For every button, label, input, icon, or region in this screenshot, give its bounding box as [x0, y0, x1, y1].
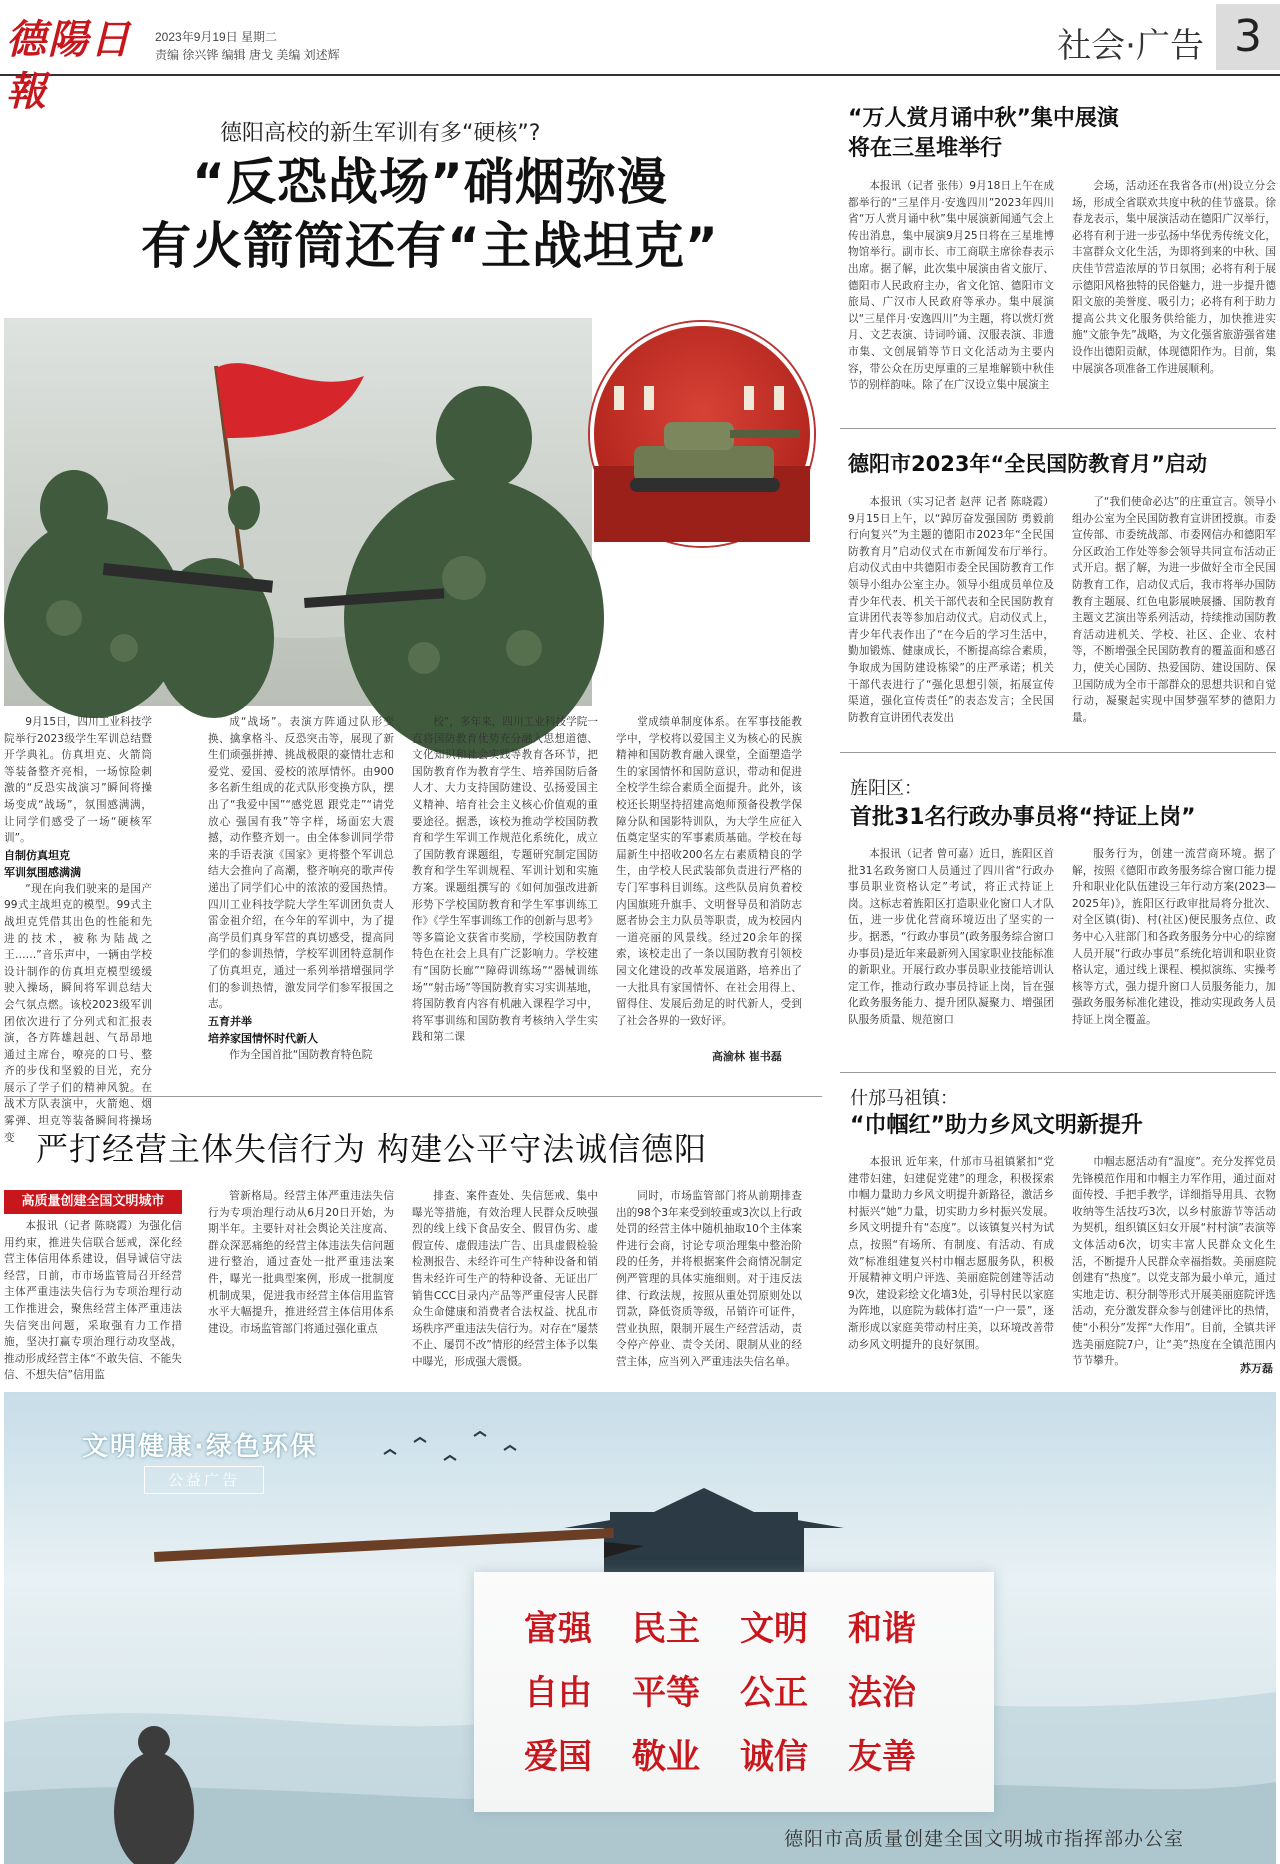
masthead: [0, 0, 1280, 115]
jingyang-column-2: [1072, 846, 1276, 1060]
lead-paragraph-4: 作为全国首批“国防教育特色院: [229, 1048, 373, 1061]
lead-subhead-1b: 军训氛围感满满: [4, 865, 81, 879]
core-value: 和谐: [848, 1609, 916, 1649]
lead-column-1: [4, 714, 152, 1144]
ad-subheading: 公益广告: [144, 1466, 264, 1494]
defense-column-1: [848, 494, 1054, 726]
mid-autumn-headline: [848, 104, 1119, 164]
issue-meta: [155, 28, 340, 64]
women-column-2: [1072, 1154, 1276, 1368]
women-kicker: 什邡马祖镇：: [850, 1088, 958, 1109]
credit-column-2: [208, 1188, 394, 1376]
lead-column-2: [208, 714, 394, 1064]
lead-column-3: [412, 714, 598, 1064]
core-value: 友善: [848, 1737, 916, 1777]
lead-paragraph-6: 堂成绩单制度体系。在军事技能教学中，学校将以爱国主义为核心的民族精神和国防教育融入课堂，全面塑造学生的家国情怀和国防意识，带动和促进全校学生综合素质全面提升。此外，该校还长期坚持招建高炮师预备役教学保障分队和国影特训队，为大学生应征入伍奠定坚实的军事素质基础。学校在每届新生中招收200名左右素质精良的学生，由学校人民武装部负责进行严格的专门军事科目训练。这些队员肩负着校内国旗班升旗手、文明督导员和消防志愿者协会主力队员等职责，成为校园内一道亮丽的风景线。经过20余年的探索，该校走出了一条以国防教育引领校园文化建设的改革发展道路，培养出了一大批具有家国情怀、在社会用得上、留得住、发展后劲足的时代新人，受到了社会各界的一致好评。: [616, 716, 802, 1027]
page-number: 3: [1216, 4, 1280, 70]
divider-2: [840, 752, 1276, 753]
mid-autumn-headline-line2: 将在三星堆举行: [848, 136, 1003, 161]
lead-headline-line1: “反恐战场”硝烟弥漫: [192, 153, 668, 211]
lead-kicker: 德阳高校的新生军训有多“硬核”?: [220, 121, 541, 146]
lead-headline-line2: 有火箭筒还有“主战坦克”: [141, 217, 719, 275]
lead-paragraph-3: 成“战场”。表演方阵通过队形变换、擒拿格斗、反恐突击等，展现了新生们顽强拼搏、挑战极限的豪情壮志和爱党、爱国、爱校的浓厚情怀。由900多名新生组成的花式队形变换方队，摆出了“我爱中国”“感党恩 跟党走”“请党放心 强国有我”等字样，场面宏大震撼，动作整齐划一。由全体参训同学带来的手语表演《国家》更将整个军训总结大会推向了高潮，整齐响亮的歌声传递出了同学们心中的浓浓的爱国热情。四川工业科技学院大学生军训团负责人雷金祖介绍，在今年的军训中，为了提高学员们真身军营的真切感受，提高同学们的参训热情，学校军训团特意制作了仿真坦克，通过一系列举措增强同学们的参训热情，激发同学们参军报国之志。: [208, 716, 394, 1011]
divider-4: [4, 1096, 822, 1097]
lead-paragraph-5: 校”，多年来，四川工业科技学院一直将国防教育优势充分融入思想道德、文化知识和社会实践等教育各环节，把国防教育作为教育学生、培养国防后备人才、大力支持国防建设、弘扬爱国主义精神、培育社会主义核心价值观的重要途径。据悉，该校为推动学校国防教育和学生军训工作规范化系统化，成立了国防教育课题组，专题研究制定国防教育和学生军训规程、军训计划和实施方案。课题组撰写的《如何加强改进新形势下学校国防教育和学生军事训练工作》《学生军事训练工作的创新与思考》等多篇论文获省市奖励，学校国防教育特色在社会上具有广泛影响力。学校建有“国防长廊”“障碍训练场”“器械训练场”“射击场”等国防教育实习实训基地，将国防教育内容有机融入课程学习中，将军事训练和国防教育考核纳入学生实践和第二课: [412, 716, 598, 1044]
lead-paragraph-2: “现在向我们驶来的是国产99式主战坦克的模型。99式主战坦克凭借其出色的性能和先进的技术，被称为陆战之王……”音乐声中，一辆由学校设计制作的仿真坦克模型缓缓驶入操场，瞬间将军训总结大会气氛点燃。该校2023级军训团依次进行了分列式和汇报表演，各方阵雄赳赳、气昂昂地通过主席台，嘹亮的口号、整齐的步伐和坚毅的目光，充分展示了学子们的精神风貌。在战术方队表演中，火箭炮、烟雾弹、坦克等装备瞬间将操场变: [4, 882, 152, 1144]
section-name: 社会·广告: [1057, 26, 1204, 66]
defense-paragraph-2: 了“我们使命必达”的庄重宣言。领导小组办公室为全民国防教育宣讲团授旗。市委宣传部、市委统战部、市委网信办和德阳军分区政治工作处等参会领导共同宣布活动正式开启。据了解，为进一步做好全市全民国防教育工作，启动仪式后，我市将举办国防教育主题展、红色电影展映展播、国防教育主题文艺演出等系列活动，持续推动国防教育活动进机关、学校、社区、企业、农村等，不断增强全民国防教育的覆盖面和感召力，使关心国防、热爱国防、建设国防、保卫国防成为全市干部群众的思想共识和自觉行动，凝聚起实现中国梦强军梦的德阳力量。: [1072, 496, 1276, 724]
lead-subhead-1a: 自制仿真坦克: [4, 848, 70, 862]
credit-paragraph-3: 排查、案件查处、失信惩戒、集中曝光等措施，有效治理人民群众反映强烈的线上线下食品安全、假冒伪劣、虚假宣传、虚假违法广告、出具虚假检验检测报告、未经许可生产特种设备和销售未经许可生产的特种设备、无证出厂销售CCC目录内产品等严重侵害人民群众生命健康和消费者合法权益、扰乱市场秩序严重违法失信行为。对存在“屡禁不止、屡罚不改”情形的经营主体予以集中曝光，形成强大震慑。: [412, 1190, 598, 1368]
ad-sponsor: 德阳市高质量创建全国文明城市指挥部办公室: [784, 1828, 1185, 1850]
divider-3: [840, 1072, 1276, 1073]
jingyang-paragraph-2: 服务行为，创建一流营商环境。据了解，按照《德阳市政务服务综合窗口能力提升和职业化队伍建设三年行动方案(2023—2025年)》，旌阳区行政审批局将分批次、对全区镇(街)、村(社区)便民服务点位、政务中心入驻部门和各政务服务分中心的综窗人员开展“行政办事员”系统化培训和职业资格认定，通过线上课程、模拟演练、实操考核等方式，强力提升窗口人员服务能力，加强政务服务标准化建设，推动实现政务人员持证上岗全覆盖。: [1072, 848, 1276, 1026]
editor-credits: 责编 徐兴铧 编辑 唐戈 美编 刘述辉: [155, 48, 340, 62]
jingyang-column-1: [848, 846, 1054, 1060]
divider-1: [840, 428, 1276, 429]
mid-autumn-column-2: [1072, 178, 1276, 402]
credit-column-4: [616, 1188, 802, 1376]
issue-date: 2023年9月19日 星期二: [155, 30, 278, 44]
lead-byline: 高渝林 崔书磊: [712, 1050, 782, 1063]
defense-paragraph-1: 本报讯（实习记者 赵萍 记者 陈晓霞）9月15日上午，以“踔厉奋发强国防 勇毅前行向复兴”为主题的德阳市2023年“全民国防教育月”启动仪式在市新闻发布厅举行。启动仪式由中共德阳市委全民国防教育工作领导小组办公室主办。领导小组成员单位及青少年代表、机关干部代表和全民国防教育宣讲团代表等参加启动仪式。启动仪式上，青少年代表作出了“在今后的学习生活中，勤加锻炼、健康成长，不断提高综合素质，争取成为国防建设栋梁”的庄严承诺；机关干部代表进行了“强化思想引领，拓展宣传渠道，强化宣传责任”的表态发言；全民国防教育宣讲团代表发出: [848, 496, 1054, 724]
credit-column-1: [4, 1218, 182, 1382]
credit-paragraph-4: 同时，市场监管部门将从前期排查出的98个3年来受到较重或3次以上行政处罚的经营主体中随机抽取10个主体案件进行会商，讨论专项治理集中整治阶段的任务，并将根据案件会商情况制定例严管理的具体实施细则。对于违反法律、行政法规，按照从重处罚原则处以罚款，降低资质等级，吊销许可证件，营业执照，限制开展生产经营活动，责令停产停业、责令关闭、限制从业的经营主体，应当列入严重违法失信名单。: [616, 1190, 802, 1368]
core-values-row: [524, 1725, 964, 1789]
mid-autumn-column-1: [848, 178, 1054, 402]
core-value: 自由: [524, 1673, 592, 1713]
jingyang-kicker: 旌阳区：: [850, 778, 922, 799]
women-paragraph-1: 本报讯 近年来，什邡市马祖镇紧扣“党建带妇建，妇建促党建”的理念，积极探索巾帼力量助力乡风文明提升新路径，激活乡村振兴“她”力量，切实助力乡村振兴发展。乡风文明提升有“态度”。以该镇复兴村为试点，按照“有场所、有制度、有活动、有成效”标准组建复兴村巾帼志愿服务队，积极开展精神文明户评选、美丽庭院创建等活动9次，建设彩绘文化墙3处，引导村民以家庭为阵地，以庭院为载体打造“一户一景”，逐渐形成以家庭美带动村庄美，以环境改善带动乡风文明提升的良好氛围。: [848, 1156, 1054, 1351]
tank-illustration: [594, 326, 810, 542]
ad-heading: 文明健康·绿色环保: [82, 1432, 318, 1462]
jingyang-headline: 首批31名行政办事员将“持证上岗”: [850, 805, 1196, 830]
women-headline: “巾帼红”助力乡风文明新提升: [850, 1113, 1143, 1138]
credit-paragraph-2: 管新格局。经营主体严重违法失信行为专项治理行动从6月20日开始，为期半年。主要针对社会舆论关注度高、群众深恶痛绝的经营主体违法失信问题进行整治，通过查处一批严重违法案件，曝光一批典型案例，形成一批制度机制成果，促进我市经营主体信用监管水平大幅提升，推进经营主体信用体系建设。市场监管部门将通过强化重点: [208, 1190, 394, 1335]
jingyang-paragraph-1: 本报讯（记者 曾可嘉）近日，旌阳区首批31名政务窗口人员通过了四川省“行政办事员职业资格认定”考试，将正式持证上岗。这标志着旌阳区打造职业化窗口人才队伍，进一步优化营商环境迈出了坚实的一步。据悉，“行政办事员”(政务服务综合窗口办事员)是近年来最新列入国家职业技能标准的新职业。开展行政办事员职业技能培训认定工作，推动行政办事员持证上岗，旨在强化政务服务能力、提升团队凝聚力、增强团队服务质量、规范窗口: [848, 848, 1054, 1026]
core-value: 文明: [740, 1609, 808, 1649]
core-value: 民主: [632, 1609, 700, 1649]
military-training-photo: [4, 318, 592, 706]
defense-column-2: [1072, 494, 1276, 726]
public-service-ad: [4, 1392, 1276, 1864]
tank-model-photo: [590, 322, 814, 546]
credit-paragraph-1: 本报讯（记者 陈晓霞）为强化信用约束，推进失信联合惩戒，深化经营主体信用体系建设，倡导诚信守法经营，日前，市市场监管局召开经营主体严重违法失信行为专项治理行动工作推进会，聚焦经营主体严重违法失信突出问题，采取强有力工作措施，坚决打赢专项治理行动攻坚战，推动形成经营主体“不敢失信、不能失信、不想失信”信用监: [4, 1220, 182, 1382]
core-value: 爱国: [524, 1737, 592, 1777]
core-value: 诚信: [740, 1737, 808, 1777]
women-paragraph-2: 巾帼志愿活动有“温度”。充分发挥党员先锋模范作用和巾帼主力军作用，通过面对面传授、手把手教学，详细指导用具、衣物收纳等生活技巧3次，以乡村旅游节等活动为契机，组织镇区妇女开展“村村演”表演等文体活动6次，切实丰富人民群众文化生活，不断提升人民群众幸福指数。美丽庭院创建有“热度”。以党支部为最小单元，通过实地走访、积分制等形式开展美丽庭院评选活动，充分激发群众参与创建评比的热情，使“小积分”发挥“大作用”。目前，全镇共评选美丽庭院7户，让“美”热度在全镇范围内节节攀升。: [1072, 1156, 1276, 1368]
newspaper-logo: 德陽日報: [6, 16, 132, 115]
defense-headline: 德阳市2023年“全民国防教育月”启动: [848, 452, 1208, 476]
core-values-row: [524, 1661, 964, 1725]
core-value: 法治: [848, 1673, 916, 1713]
lead-subhead-2b: 培养家国情怀时代新人: [208, 1031, 318, 1045]
credit-column-3: [412, 1188, 598, 1376]
credit-headline: 严打经营主体失信行为 构建公平守法诚信德阳: [36, 1130, 708, 1168]
women-column-1: [848, 1154, 1054, 1376]
core-value: 公正: [740, 1673, 808, 1713]
core-value: 平等: [632, 1673, 700, 1713]
civilized-city-tag: 高质量创建全国文明城市: [4, 1190, 182, 1214]
mid-autumn-paragraph-2: 会场，活动还在我省各市(州)设立分会场，形成全省联欢共度中秋的佳节盛景。徐春龙表示，集中展演活动在德阳广汉举行，必将有利于进一步弘扬中华优秀传统文化，丰富群众文化生活，为即将到来的中秋、国庆佳节营造浓厚的节日氛围；必将有利于展示德阳风格独特的民俗魅力，进一步提升德阳文旅的美誉度、吸引力；必将有利于助力提高公共文化服务供给能力，加快推进实施“文旅争先”战略，为文化强省旅游强省建设作出德阳贡献，体现德阳作为。目前，集中展演各项准备工作进展顺利。: [1072, 180, 1276, 375]
core-value: 敬业: [632, 1737, 700, 1777]
core-values-row: [524, 1597, 964, 1661]
lead-headline: [40, 150, 820, 278]
lead-subhead-2a: 五育并举: [208, 1014, 252, 1028]
lead-column-4: [616, 714, 802, 1044]
mid-autumn-headline-line1: “万人赏月诵中秋”集中展演: [848, 106, 1119, 131]
lead-paragraph-1: 9月15日，四川工业科技学院举行2023级学生军训总结暨开学典礼。仿真坦克、火箭筒等装备整齐亮相，一场惊险刺激的“反恐实战演习”瞬间将操场变成“战场”，氛围感满满，让同学们感受了一场“硬核军训”。: [4, 716, 152, 845]
core-values-grid: [524, 1597, 964, 1789]
mid-autumn-paragraph-1: 本报讯（记者 张伟）9月18日上午在成都举行的“三星伴月·安逸四川”2023年四川省“万人赏月诵中秋”集中展演新闻通气会上传出消息，集中展演9月25日将在三星堆博物馆举行。副市长、市工商联主席徐春表示出席。据了解，此次集中展演由省文旅厅、德阳市人民政府主办，省文化馆、德阳市文旅局、广汉市人民政府等承办。集中展演以“三星伴月·安逸四川”为主题，将以赏灯赏月、文艺表演、诗词吟诵、汉服表演、非遗市集、文创展销等节日文化活动为主要内容，带公众在历史厚重的三星堆解锁中秋佳节的别样韵味。除了在广汉设立集中展演主: [848, 180, 1054, 392]
core-value: 富强: [524, 1609, 592, 1649]
women-byline: 苏万磊: [1240, 1362, 1273, 1375]
military-training-illustration: [4, 318, 592, 706]
